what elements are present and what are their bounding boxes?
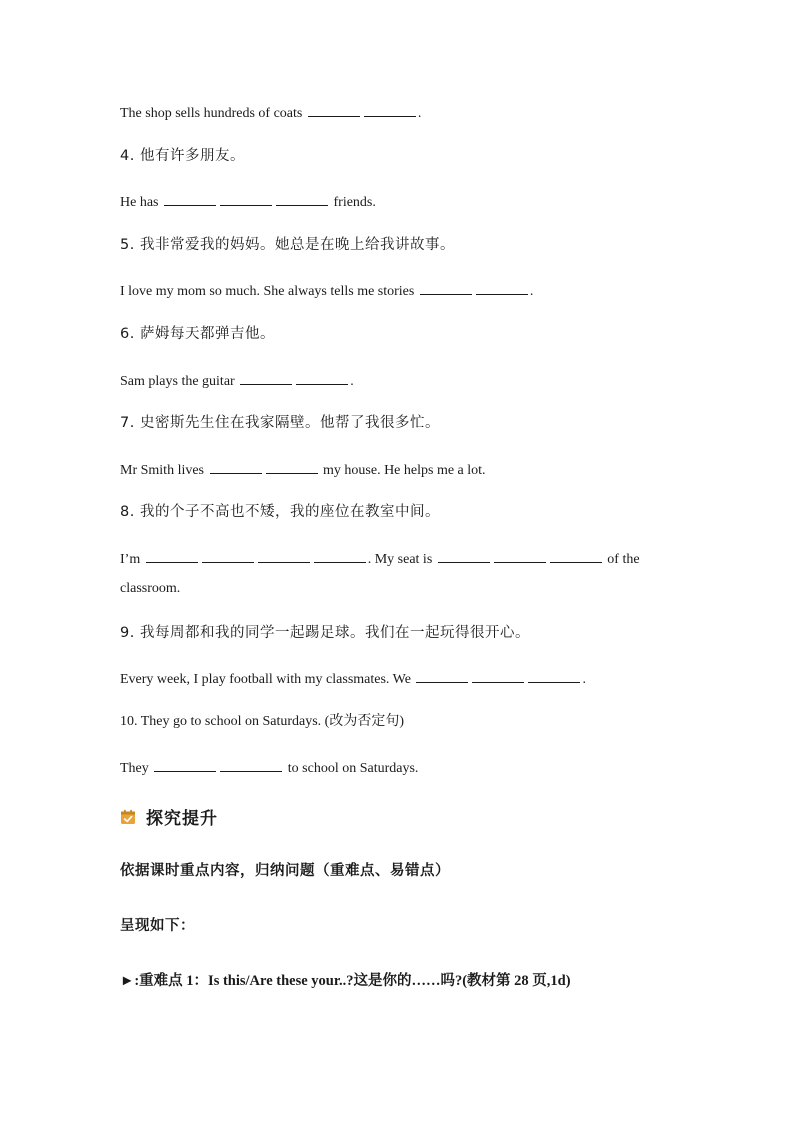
answer-blank[interactable] [146,549,198,563]
answer-blank[interactable] [314,549,366,563]
answer-blank[interactable] [550,549,602,563]
question-10: 10. They go to school on Saturdays. (改为否定句) [120,714,404,729]
exercise-line-4: He has friends. [120,192,680,212]
question-7: 7. 史密斯先生住在我家隔壁。他帮了我很多忙。 [120,415,440,431]
exercise-line-8-continued: classroom. [120,581,181,596]
exercise-line-6: Sam plays the guitar . [120,371,680,391]
question-8: 8. 我的个子不高也不矮，我的座位在教室中间。 [120,504,440,520]
exercise-line-7: Mr Smith lives my house. He helps me a lot. [120,460,680,480]
exercise-line-10: They to school on Saturdays. [120,758,680,778]
answer-blank[interactable] [416,669,468,683]
answer-blank[interactable] [494,549,546,563]
answer-blank[interactable] [266,460,318,474]
answer-blank[interactable] [220,758,282,772]
question-9: 9. 我每周都和我的同学一起踢足球。我们在一起玩得很开心。 [120,625,530,641]
answer-blank[interactable] [258,549,310,563]
answer-blank[interactable] [476,281,528,295]
answer-blank[interactable] [220,192,272,206]
intro-line-2: 呈现如下： [120,918,195,934]
question-6: 6. 萨姆每天都弹吉他。 [120,326,275,342]
answer-blank[interactable] [240,371,292,385]
answer-blank[interactable] [308,103,360,117]
answer-blank[interactable] [296,371,348,385]
calendar-check-icon [120,809,136,825]
answer-blank[interactable] [438,549,490,563]
answer-blank[interactable] [420,281,472,295]
exercise-line-8: I’m . My seat is of the [120,549,680,569]
question-4: 4. 他有许多朋友。 [120,148,245,164]
exercise-line-5: I love my mom so much. She always tells me stories . [120,281,680,301]
section-header [120,804,218,829]
key-point-1: ►:重难点 1：Is this/Are these your..?这是你的……吗?(教材第 28 页,1d) [120,973,571,989]
answer-blank[interactable] [210,460,262,474]
section-title: 探究提升 [146,809,218,829]
answer-blank[interactable] [202,549,254,563]
exercise-line-9: Every week, I play football with my classmates. We . [120,669,680,689]
answer-blank[interactable] [472,669,524,683]
answer-blank[interactable] [528,669,580,683]
answer-blank[interactable] [276,192,328,206]
exercise-line-coats: The shop sells hundreds of coats . [120,103,680,123]
intro-line-1: 依据课时重点内容，归纳问题（重难点、易错点） [120,863,450,879]
question-5: 5. 我非常爱我的妈妈。她总是在晚上给我讲故事。 [120,237,455,253]
answer-blank[interactable] [154,758,216,772]
answer-blank[interactable] [364,103,416,117]
answer-blank[interactable] [164,192,216,206]
